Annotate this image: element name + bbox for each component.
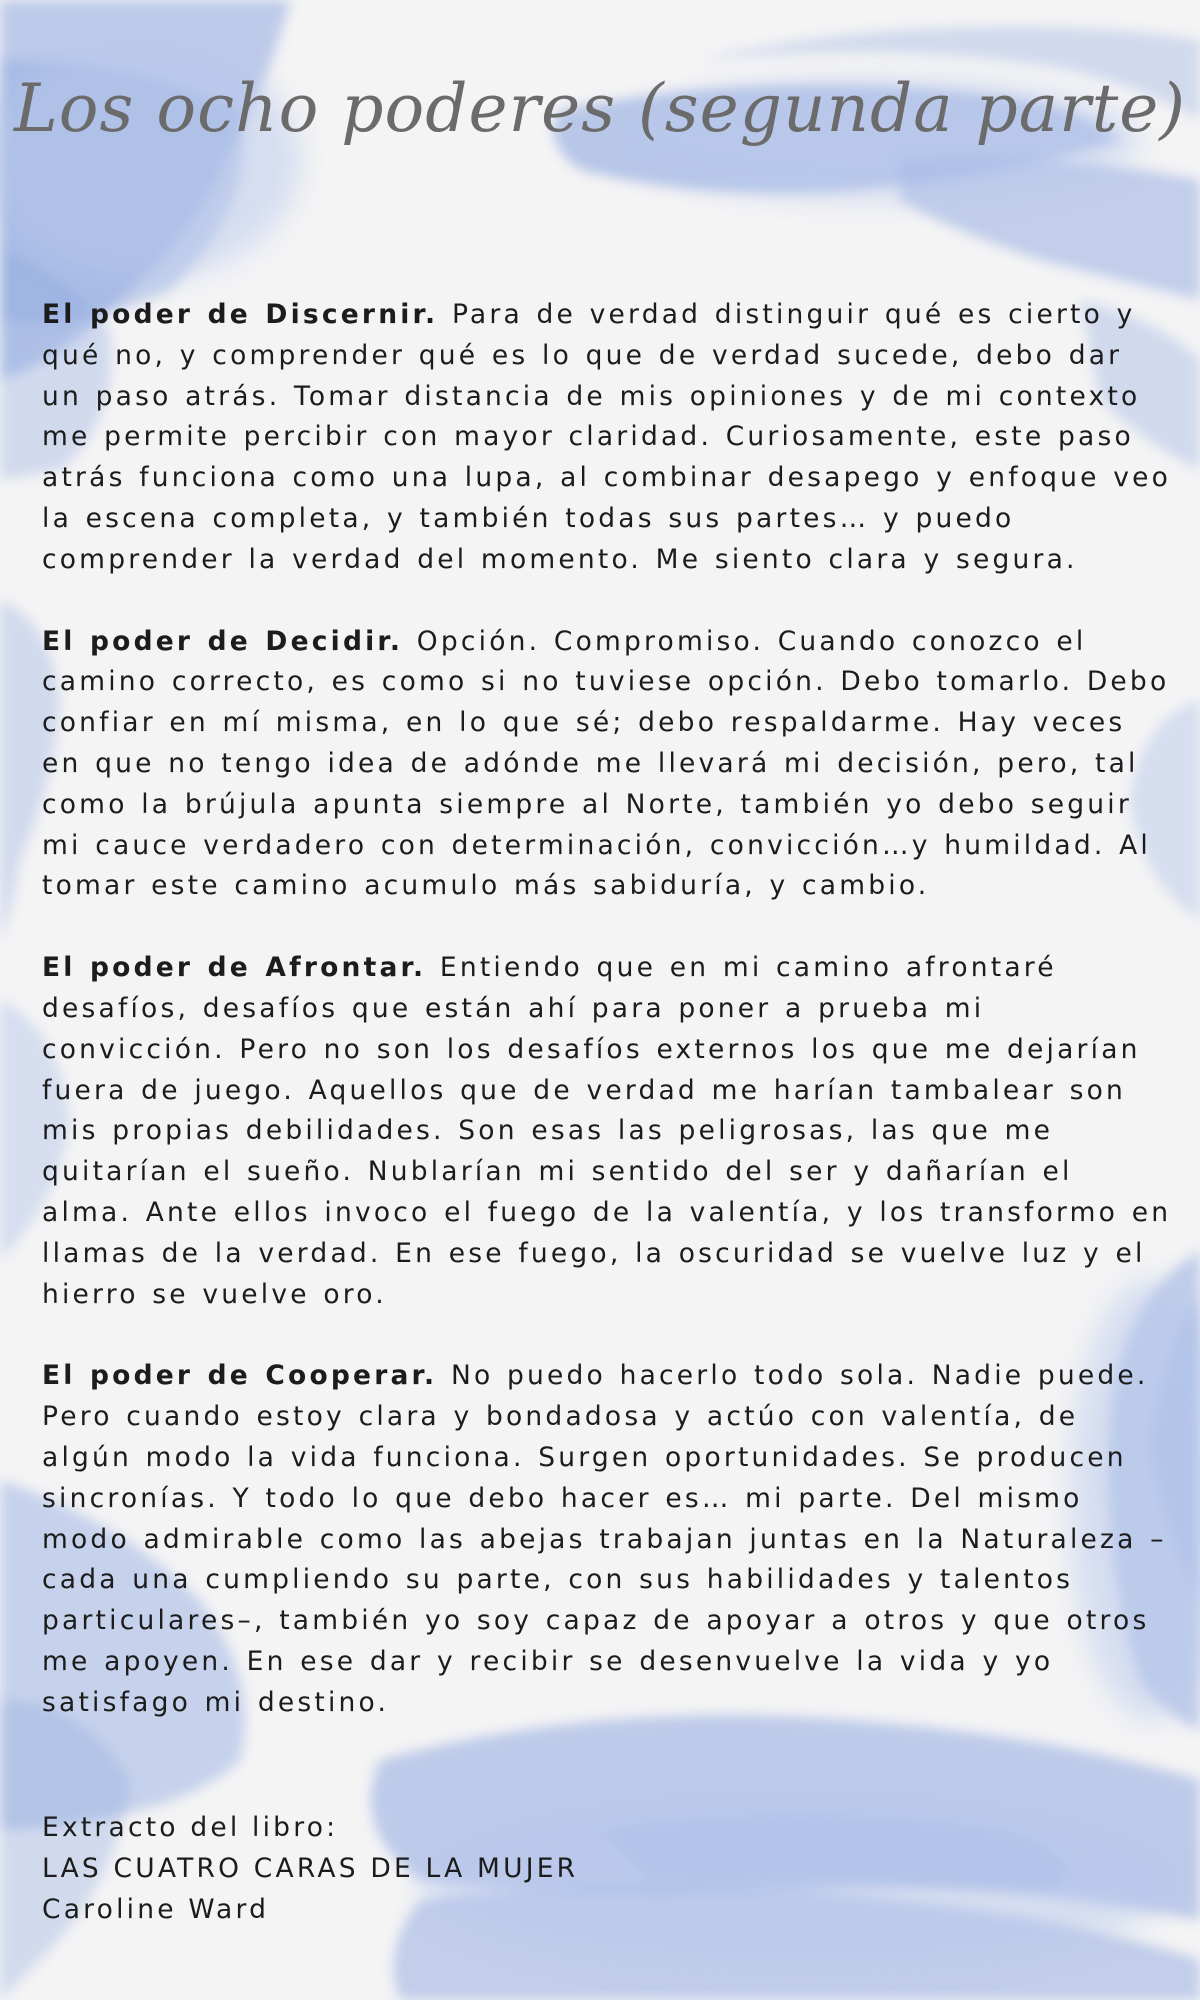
book-title: LAS CUATRO CARAS DE LA MUJER [42,1852,579,1884]
paragraph-discernir [42,295,1172,581]
page-title: Los ocho poderes (segunda parte) [13,70,1187,147]
citation-intro: Extracto del libro: [42,1812,339,1843]
paragraph-heading: El poder de Afrontar. [42,952,427,984]
paragraph-afrontar [42,948,1172,1315]
paragraph-text: Entiendo que en mi camino afrontaré desafíos, desafíos que están ahí para poner a prueba mi convicción. Pero no son los desafíos externos los que me dejarían fuera de juego. Aquellos que de verdad me harían tambalear son mis propias debilidades. Son esas las peligrosas, las que me quitarían el sueño. Nublarían mi sentido del ser y dañarían el alma. Ante ellos invoco el fuego de la valentía, y los transformo en llamas de la verdad. En ese fuego, la oscuridad se vuelve luz y el hierro se vuelve oro. [42,952,1172,1310]
paragraph-heading: El poder de Decidir. [42,625,404,657]
book-citation [42,1808,578,1930]
author-name: Caroline Ward [42,1893,270,1925]
paragraph-heading: El poder de Discernir. [42,299,439,330]
paragraph-decidir [42,622,1172,908]
paragraph-text: Opción. Compromiso. Cuando conozco el camino correcto, es como si no tuviese opción. Debo tomarlo. Debo confiar en mí misma, en lo que sé; debo respaldarme. Hay veces en que no tengo idea de adónde me llevará mi decisión, pero, tal como la brújula apunta siempre al Norte, también yo debo seguir mi cauce verdadero con determinación, convicción…y humildad. Al tomar este camino acumulo más sabiduría, y cambio. [42,625,1170,902]
paragraph-cooperar [42,1356,1172,1723]
paragraph-heading: El poder de Cooperar. [42,1360,438,1392]
paragraph-text: Para de verdad distinguir qué es cierto y qué no, y comprender qué es lo que de verdad sucede, debo dar un paso atrás. Tomar distancia de mis opiniones y de mi contexto me permite percibir con mayor claridad. Curiosamente, este paso atrás funciona como una lupa, al combinar desapego y enfoque veo la escena completa, y también todas sus partes… y puedo comprender la verdad del momento. Me siento clara y segura. [42,299,1172,575]
paragraph-text: No puedo hacerlo todo sola. Nadie puede. Pero cuando estoy clara y bondadosa y actúo con valentía, de algún modo la vida funciona. Surgen oportunidades. Se producen sincronías. Y todo lo que debo hacer es… mi parte. Del mismo modo admirable como las abejas trabajan juntas en la Naturaleza –cada una cumpliendo su parte, con sus habilidades y talentos particulares–, también yo soy capaz de apoyar a otros y que otros me apoyen. En ese dar y recibir se desenvuelve la vida y yo satisfago mi destino. [42,1360,1167,1718]
text-body [42,295,1172,1765]
